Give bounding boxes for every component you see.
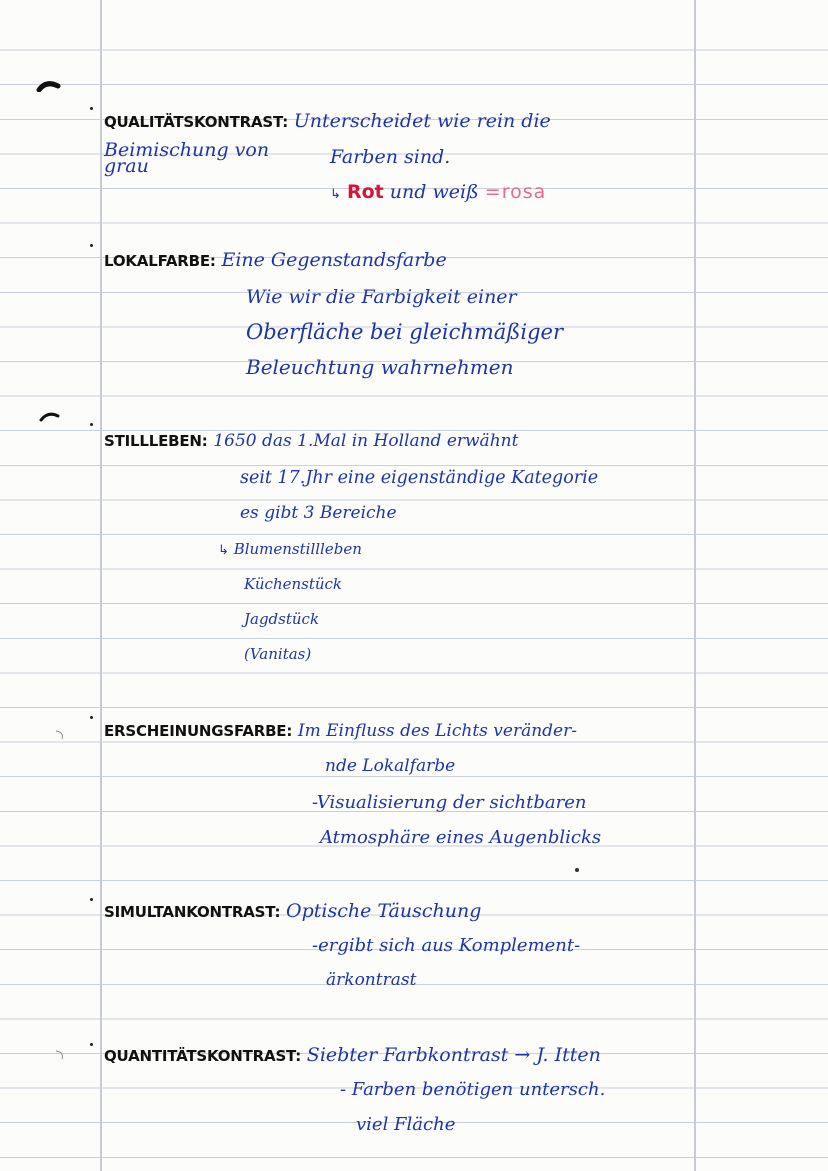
lokalfarbe-definition: Eine Gegenstandsfarbe	[221, 249, 447, 271]
quantitaet-line2: - Farben benötigen untersch.	[340, 1079, 606, 1100]
qualitaet-side-note-2: grau	[104, 155, 149, 177]
qualitaet-term: QUALITÄTSKONTRAST:	[104, 113, 289, 131]
right-margin-line	[694, 0, 696, 1171]
bullet-dot	[90, 1043, 93, 1046]
stillleben-heading	[104, 430, 518, 451]
stillleben-term: STILLLEBEN:	[104, 432, 208, 450]
erscheinung-line3: -Visualisierung der sichtbaren	[312, 792, 587, 813]
qualitaet-example	[330, 181, 546, 203]
qualitaet-heading	[104, 110, 551, 132]
lokalfarbe-term: LOKALFARBE:	[104, 252, 216, 270]
example-und-weiss: und weiß	[389, 181, 479, 203]
bullet-dot	[90, 898, 93, 901]
stillleben-item4: (Vanitas)	[244, 645, 312, 663]
quantitaet-term: QUANTITÄTSKONTRAST:	[104, 1047, 302, 1065]
example-equals: =	[484, 181, 502, 203]
binder-hole-mark-icon	[36, 80, 62, 92]
erscheinung-line4: Atmosphäre eines Augenblicks	[320, 827, 602, 848]
qualitaet-side-note-1: Beimischung von	[104, 139, 270, 161]
simultan-definition: Optische Täuschung	[286, 900, 482, 922]
example-rosa: rosa	[501, 181, 547, 203]
quantitaet-definition: Siebter Farbkontrast → J. Itten	[306, 1044, 601, 1066]
stillleben-item3: Jagdstück	[244, 610, 320, 628]
erscheinung-term: ERSCHEINUNGSFARBE:	[104, 722, 293, 740]
stillleben-line2: seit 17.Jhr eine eigenständige Kategorie	[240, 468, 599, 488]
bullet-dot	[90, 716, 93, 719]
erscheinung-definition: Im Einfluss des Lichts veränder-	[297, 721, 577, 741]
stillleben-item1	[218, 540, 362, 558]
bullet-dot	[90, 107, 93, 110]
stillleben-definition: 1650 das 1.Mal in Holland erwähnt	[213, 431, 519, 451]
lokalfarbe-line3: Oberfläche bei gleichmäßiger	[246, 320, 563, 344]
qualitaet-line2: Farben sind.	[330, 146, 451, 168]
stillleben-item1-label: Blumenstillleben	[233, 540, 362, 558]
binder-hole-mark-icon	[52, 1049, 78, 1061]
quantitaet-line3: viel Fläche	[356, 1114, 456, 1135]
example-rot: Rot	[346, 181, 384, 203]
erscheinung-line2: nde Lokalfarbe	[325, 756, 456, 776]
lokalfarbe-line2: Wie wir die Farbigkeit einer	[246, 286, 517, 308]
lokalfarbe-line4: Beleuchtung wahrnehmen	[246, 355, 514, 379]
bullet-dot	[90, 244, 93, 247]
left-margin-line	[100, 0, 102, 1171]
simultan-line2: -ergibt sich aus Komplement-	[312, 935, 581, 956]
bullet-dot	[90, 423, 93, 426]
qualitaet-definition: Unterscheidet wie rein die	[293, 110, 551, 132]
sub-arrow-icon: ↳	[330, 187, 341, 202]
ink-dot	[575, 868, 579, 872]
binder-hole-mark-icon	[38, 410, 64, 422]
simultan-heading	[104, 900, 481, 922]
stillleben-line3: es gibt 3 Bereiche	[240, 503, 397, 523]
quantitaet-heading	[104, 1044, 601, 1066]
simultan-line3: ärkontrast	[326, 970, 417, 990]
lokalfarbe-heading	[104, 249, 447, 271]
sub-arrow-icon: ↳	[218, 543, 229, 558]
stillleben-item2: Küchenstück	[244, 575, 343, 593]
simultan-term: SIMULTANKONTRAST:	[104, 903, 281, 921]
erscheinung-heading	[104, 720, 577, 741]
binder-hole-mark-icon	[52, 729, 78, 741]
